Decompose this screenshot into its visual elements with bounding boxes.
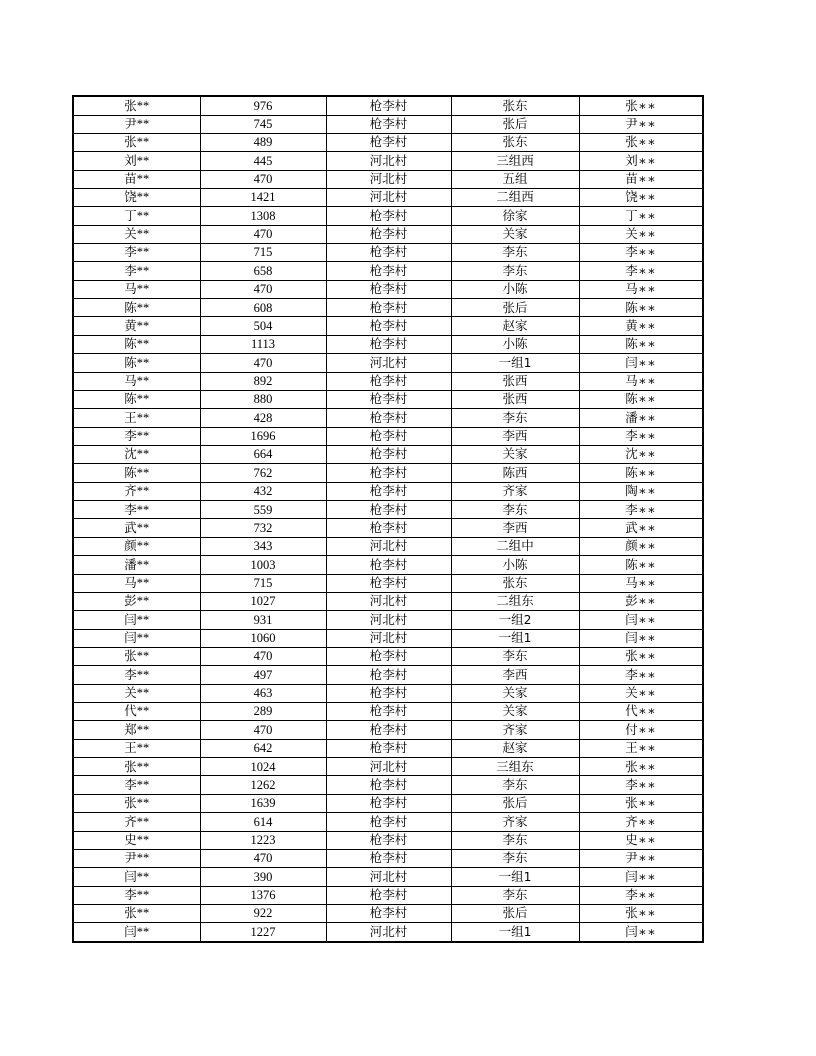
table-cell: 张** (73, 647, 200, 665)
table-cell: 一组1 (451, 354, 579, 372)
table-row (73, 684, 703, 702)
table-row (73, 923, 703, 942)
table-cell: 闫** (73, 923, 200, 942)
table-row (73, 647, 703, 665)
table-cell: 陈∗∗ (579, 464, 703, 482)
table-cell: 关** (73, 684, 200, 702)
table-row (73, 776, 703, 794)
table-cell: 李东 (451, 409, 579, 427)
table-cell: 陈∗∗ (579, 390, 703, 408)
table-row (73, 537, 703, 555)
table-cell: 苗∗∗ (579, 170, 703, 188)
table-cell: 饶** (73, 188, 200, 206)
table-cell: 付∗∗ (579, 721, 703, 739)
table-cell: 李东 (451, 262, 579, 280)
table-cell: 黄** (73, 317, 200, 335)
table-cell: 张东 (451, 574, 579, 592)
table-cell: 张∗∗ (579, 758, 703, 776)
table-cell: 李** (73, 427, 200, 445)
table-cell: 489 (200, 133, 326, 151)
table-cell: 河北村 (326, 629, 451, 647)
table-cell: 枪李村 (326, 207, 451, 225)
table-cell: 史∗∗ (579, 831, 703, 849)
table-cell: 枪李村 (326, 464, 451, 482)
table-cell: 枪李村 (326, 813, 451, 831)
table-cell: 762 (200, 464, 326, 482)
table-cell: 齐** (73, 482, 200, 500)
table-cell: 尹** (73, 115, 200, 133)
table-cell: 1027 (200, 592, 326, 610)
table-cell: 李西 (451, 427, 579, 445)
table-cell: 470 (200, 225, 326, 243)
table-cell: 尹∗∗ (579, 849, 703, 867)
table-cell: 1227 (200, 923, 326, 942)
table-row (73, 703, 703, 721)
table-row (73, 390, 703, 408)
table-cell: 颜** (73, 537, 200, 555)
table-cell: 1639 (200, 794, 326, 812)
table-cell: 枪李村 (326, 849, 451, 867)
table-cell: 三组西 (451, 152, 579, 170)
table-cell: 1024 (200, 758, 326, 776)
table-cell: 一组2 (451, 611, 579, 629)
table-cell: 黄∗∗ (579, 317, 703, 335)
table-cell: 李东 (451, 647, 579, 665)
table-cell: 1060 (200, 629, 326, 647)
table-row (73, 482, 703, 500)
table-cell: 枪李村 (326, 776, 451, 794)
table-cell: 李** (73, 262, 200, 280)
table-cell: 1376 (200, 886, 326, 904)
table-cell: 李东 (451, 244, 579, 262)
table-cell: 李** (73, 501, 200, 519)
table-row (73, 794, 703, 812)
table-cell: 刘** (73, 152, 200, 170)
table-cell: 张** (73, 904, 200, 922)
table-row (73, 501, 703, 519)
table-cell: 徐家 (451, 207, 579, 225)
table-cell: 张西 (451, 372, 579, 390)
table-row (73, 317, 703, 335)
table-cell: 张后 (451, 299, 579, 317)
table-cell: 枪李村 (326, 482, 451, 500)
table-row (73, 427, 703, 445)
table-cell: 枪李村 (326, 225, 451, 243)
table-cell: 李∗∗ (579, 427, 703, 445)
table-cell: 河北村 (326, 923, 451, 942)
table-cell: 河北村 (326, 592, 451, 610)
table-row (73, 354, 703, 372)
table-cell: 关∗∗ (579, 684, 703, 702)
table-cell: 张∗∗ (579, 904, 703, 922)
table-cell: 642 (200, 739, 326, 757)
table-cell: 马∗∗ (579, 372, 703, 390)
table-cell: 1223 (200, 831, 326, 849)
table-cell: 张东 (451, 133, 579, 151)
table-cell: 枪李村 (326, 446, 451, 464)
table-cell: 432 (200, 482, 326, 500)
table-row (73, 849, 703, 867)
table-cell: 张∗∗ (579, 794, 703, 812)
table-cell: 王** (73, 409, 200, 427)
table-row (73, 666, 703, 684)
table-cell: 枪李村 (326, 372, 451, 390)
table-cell: 枪李村 (326, 133, 451, 151)
table-cell: 小陈 (451, 335, 579, 353)
table-cell: 张东 (451, 96, 579, 115)
table-cell: 沈** (73, 446, 200, 464)
table-cell: 枪李村 (326, 427, 451, 445)
table-cell: 张** (73, 133, 200, 151)
table-row (73, 372, 703, 390)
table-cell: 470 (200, 647, 326, 665)
table-cell: 一组1 (451, 923, 579, 942)
table-cell: 张后 (451, 904, 579, 922)
table-cell: 丁∗∗ (579, 207, 703, 225)
table-row (73, 721, 703, 739)
table-cell: 1113 (200, 335, 326, 353)
table-row (73, 629, 703, 647)
table-cell: 枪李村 (326, 703, 451, 721)
table-cell: 390 (200, 868, 326, 886)
table-row (73, 813, 703, 831)
table-cell: 张后 (451, 115, 579, 133)
table-cell: 赵家 (451, 317, 579, 335)
table-cell: 李** (73, 666, 200, 684)
table-row (73, 758, 703, 776)
table-cell: 彭** (73, 592, 200, 610)
table-cell: 马∗∗ (579, 280, 703, 298)
table-cell: 715 (200, 244, 326, 262)
table-cell: 齐家 (451, 482, 579, 500)
table-cell: 李东 (451, 501, 579, 519)
table-cell: 张** (73, 758, 200, 776)
table-cell: 枪李村 (326, 684, 451, 702)
table-cell: 小陈 (451, 280, 579, 298)
table-cell: 尹** (73, 849, 200, 867)
table-cell: 陈** (73, 335, 200, 353)
table-cell: 河北村 (326, 152, 451, 170)
table-cell: 二组东 (451, 592, 579, 610)
table-cell: 470 (200, 354, 326, 372)
table-cell: 470 (200, 170, 326, 188)
table-row (73, 262, 703, 280)
table-row (73, 133, 703, 151)
table-cell: 463 (200, 684, 326, 702)
table-row (73, 280, 703, 298)
table-cell: 陈∗∗ (579, 335, 703, 353)
table-cell: 河北村 (326, 170, 451, 188)
table-cell: 闫∗∗ (579, 354, 703, 372)
table-cell: 丁** (73, 207, 200, 225)
table-cell: 河北村 (326, 868, 451, 886)
table-cell: 李东 (451, 776, 579, 794)
table-cell: 1003 (200, 556, 326, 574)
table-row (73, 592, 703, 610)
table-cell: 马** (73, 574, 200, 592)
table-cell: 河北村 (326, 611, 451, 629)
table-cell: 武∗∗ (579, 519, 703, 537)
table-cell: 陈** (73, 354, 200, 372)
table-cell: 闫∗∗ (579, 868, 703, 886)
table-cell: 李∗∗ (579, 886, 703, 904)
table-cell: 五组 (451, 170, 579, 188)
data-table (72, 95, 704, 943)
table-cell: 枪李村 (326, 904, 451, 922)
table-cell: 陈** (73, 390, 200, 408)
table-cell: 陈西 (451, 464, 579, 482)
table-cell: 闫∗∗ (579, 611, 703, 629)
table-cell: 颜∗∗ (579, 537, 703, 555)
table-cell: 闫** (73, 629, 200, 647)
table-cell: 李∗∗ (579, 666, 703, 684)
table-row (73, 574, 703, 592)
table-cell: 枪李村 (326, 299, 451, 317)
table-cell: 559 (200, 501, 326, 519)
table-cell: 343 (200, 537, 326, 555)
table-cell: 张** (73, 96, 200, 115)
table-cell: 闫∗∗ (579, 629, 703, 647)
table-cell: 饶∗∗ (579, 188, 703, 206)
table-cell: 齐家 (451, 813, 579, 831)
table-cell: 河北村 (326, 758, 451, 776)
table-cell: 470 (200, 280, 326, 298)
table-row (73, 188, 703, 206)
table-cell: 李** (73, 244, 200, 262)
table-cell: 李东 (451, 849, 579, 867)
table-cell: 枪李村 (326, 721, 451, 739)
table-cell: 931 (200, 611, 326, 629)
table-cell: 445 (200, 152, 326, 170)
table-cell: 河北村 (326, 354, 451, 372)
table-cell: 代∗∗ (579, 703, 703, 721)
table-cell: 陶∗∗ (579, 482, 703, 500)
table-cell: 李∗∗ (579, 501, 703, 519)
table-cell: 枪李村 (326, 262, 451, 280)
table-cell: 郑** (73, 721, 200, 739)
table-cell: 张后 (451, 794, 579, 812)
table-row (73, 244, 703, 262)
table-cell: 张∗∗ (579, 133, 703, 151)
table-row (73, 170, 703, 188)
table-cell: 陈∗∗ (579, 556, 703, 574)
table-cell: 李东 (451, 886, 579, 904)
table-cell: 陈** (73, 299, 200, 317)
table-row (73, 739, 703, 757)
table-cell: 李∗∗ (579, 244, 703, 262)
table-cell: 苗** (73, 170, 200, 188)
table-cell: 470 (200, 721, 326, 739)
table-cell: 刘∗∗ (579, 152, 703, 170)
table-cell: 922 (200, 904, 326, 922)
table-cell: 枪李村 (326, 831, 451, 849)
table-cell: 赵家 (451, 739, 579, 757)
table-cell: 李∗∗ (579, 262, 703, 280)
table-cell: 关家 (451, 446, 579, 464)
table-cell: 张∗∗ (579, 647, 703, 665)
table-cell: 枪李村 (326, 574, 451, 592)
table-cell: 尹∗∗ (579, 115, 703, 133)
table-cell: 745 (200, 115, 326, 133)
table-row (73, 115, 703, 133)
table-row (73, 611, 703, 629)
table-cell: 715 (200, 574, 326, 592)
table-row (73, 299, 703, 317)
table-cell: 1696 (200, 427, 326, 445)
table-cell: 枪李村 (326, 739, 451, 757)
table-cell: 沈∗∗ (579, 446, 703, 464)
table-cell: 1262 (200, 776, 326, 794)
table-cell: 三组东 (451, 758, 579, 776)
table-cell: 齐** (73, 813, 200, 831)
table-cell: 马** (73, 280, 200, 298)
table-cell: 二组西 (451, 188, 579, 206)
table-cell: 王** (73, 739, 200, 757)
table-cell: 齐∗∗ (579, 813, 703, 831)
table-cell: 河北村 (326, 537, 451, 555)
table-cell: 976 (200, 96, 326, 115)
table-cell: 李东 (451, 831, 579, 849)
table-cell: 枪李村 (326, 335, 451, 353)
table-cell: 880 (200, 390, 326, 408)
table-cell: 枪李村 (326, 886, 451, 904)
table-cell: 枪李村 (326, 390, 451, 408)
table-row (73, 831, 703, 849)
table-row (73, 886, 703, 904)
table-cell: 二组中 (451, 537, 579, 555)
table-cell: 潘** (73, 556, 200, 574)
table-cell: 枪李村 (326, 317, 451, 335)
table-row (73, 464, 703, 482)
table-cell: 枪李村 (326, 96, 451, 115)
table-cell: 枪李村 (326, 666, 451, 684)
table-row (73, 96, 703, 115)
table-cell: 马∗∗ (579, 574, 703, 592)
table-cell: 枪李村 (326, 244, 451, 262)
table-body (73, 96, 703, 942)
table-cell: 李** (73, 776, 200, 794)
table-cell: 枪李村 (326, 501, 451, 519)
table-cell: 马** (73, 372, 200, 390)
table-cell: 史** (73, 831, 200, 849)
table-cell: 陈∗∗ (579, 299, 703, 317)
table-cell: 892 (200, 372, 326, 390)
table-cell: 张西 (451, 390, 579, 408)
table-cell: 614 (200, 813, 326, 831)
table-cell: 闫** (73, 611, 200, 629)
table-row (73, 519, 703, 537)
table-cell: 枪李村 (326, 280, 451, 298)
table-cell: 小陈 (451, 556, 579, 574)
table-cell: 张** (73, 794, 200, 812)
table-cell: 1308 (200, 207, 326, 225)
table-cell: 李西 (451, 519, 579, 537)
table-cell: 枪李村 (326, 647, 451, 665)
table-cell: 潘∗∗ (579, 409, 703, 427)
table-row (73, 152, 703, 170)
table-cell: 陈** (73, 464, 200, 482)
table-cell: 关家 (451, 703, 579, 721)
table-cell: 504 (200, 317, 326, 335)
table-cell: 1421 (200, 188, 326, 206)
table-cell: 齐家 (451, 721, 579, 739)
table-row (73, 335, 703, 353)
table-cell: 664 (200, 446, 326, 464)
table-cell: 枪李村 (326, 519, 451, 537)
table-row (73, 556, 703, 574)
table-cell: 枪李村 (326, 794, 451, 812)
table-cell: 一组1 (451, 629, 579, 647)
table-cell: 关家 (451, 684, 579, 702)
table-cell: 658 (200, 262, 326, 280)
table-cell: 497 (200, 666, 326, 684)
table-cell: 一组1 (451, 868, 579, 886)
table-cell: 王∗∗ (579, 739, 703, 757)
table-row (73, 409, 703, 427)
table-row (73, 904, 703, 922)
table-cell: 470 (200, 849, 326, 867)
table-cell: 彭∗∗ (579, 592, 703, 610)
table-cell: 关** (73, 225, 200, 243)
table-cell: 张∗∗ (579, 96, 703, 115)
table-cell: 李西 (451, 666, 579, 684)
table-row (73, 868, 703, 886)
table-cell: 闫** (73, 868, 200, 886)
table-cell: 代** (73, 703, 200, 721)
table-cell: 枪李村 (326, 115, 451, 133)
table-row (73, 207, 703, 225)
table-cell: 关家 (451, 225, 579, 243)
table-row (73, 225, 703, 243)
table-cell: 枪李村 (326, 556, 451, 574)
table-cell: 732 (200, 519, 326, 537)
table-row (73, 446, 703, 464)
table-cell: 289 (200, 703, 326, 721)
table-cell: 李** (73, 886, 200, 904)
table-cell: 李∗∗ (579, 776, 703, 794)
table-cell: 关∗∗ (579, 225, 703, 243)
table-cell: 608 (200, 299, 326, 317)
table-cell: 枪李村 (326, 409, 451, 427)
table-cell: 河北村 (326, 188, 451, 206)
table-cell: 闫∗∗ (579, 923, 703, 942)
table-cell: 武** (73, 519, 200, 537)
table-cell: 428 (200, 409, 326, 427)
